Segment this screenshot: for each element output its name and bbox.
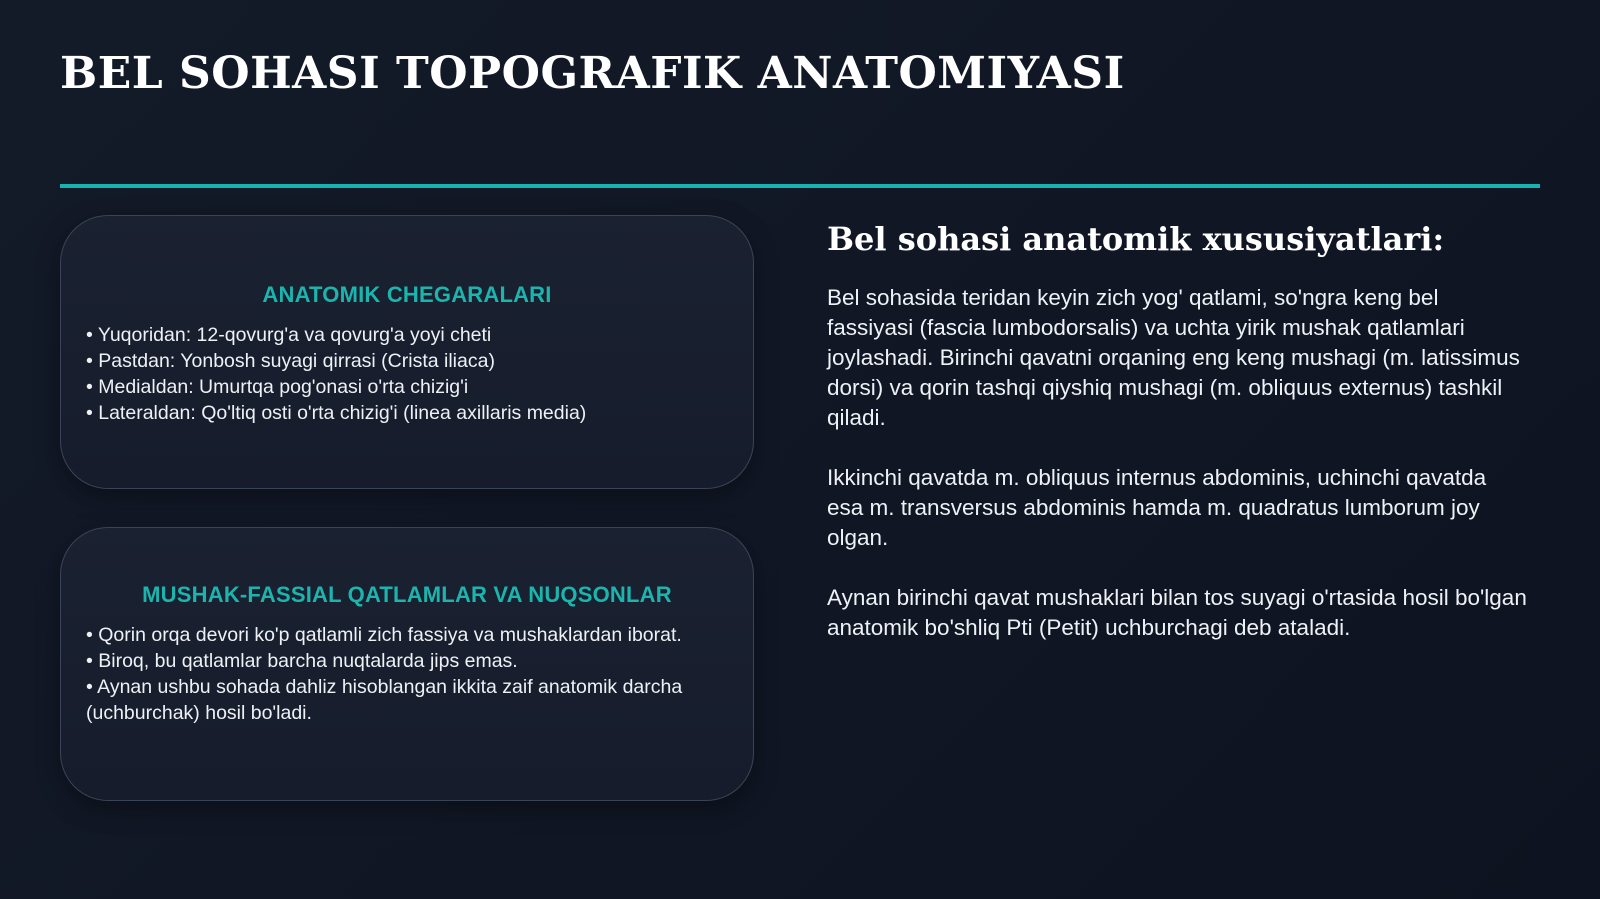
layers-list [86, 622, 728, 726]
paragraph: Aynan birinchi qavat mushaklari bilan tos suyagi o'rtasida hosil bo'lgan anatomik bo'shliq Pti (Petit) uchburchagi deb ataladi. [827, 585, 1527, 640]
section-heading: Bel sohasi anatomik xususiyatlari: [827, 220, 1445, 258]
list-item: • Medialdan: Umurtqa pog'onasi o'rta chizig'i [86, 376, 469, 398]
title-divider [60, 184, 1540, 188]
muscle-fascial-layers-card [60, 527, 754, 801]
paragraph: Ikkinchi qavatda m. obliquus internus abdominis, uchinchi qavatda esa m. transversus abdominis hamda m. quadratus lumborum joy olgan. [827, 465, 1487, 550]
section-body [827, 283, 1527, 673]
list-item: • Qorin orqa devori ko'p qatlamli zich fassiya va mushaklardan iborat. [86, 624, 682, 646]
paragraph: Bel sohasida teridan keyin zich yog' qatlami, so'ngra keng bel fassiyasi (fascia lumbodorsalis) va uchta yirik mushak qatlamlari joylashadi. Birinchi qavatni orqaning eng keng mushagi (m. latissimus dorsi) va qorin tashqi qiyshiq mushagi (m. obliquus externus) tashkil qiladi. [827, 285, 1520, 430]
list-item: • Biroq, bu qatlamlar barcha nuqtalarda jips emas. [86, 650, 518, 672]
list-item: • Yuqoridan: 12-qovurg'a va qovurg'a yoyi cheti [86, 324, 492, 346]
anatomical-boundaries-card [60, 215, 754, 489]
list-item: • Aynan ushbu sohada dahliz hisoblangan ikkita zaif anatomik darcha (uchburchak) hosil bo'ladi. [86, 676, 683, 724]
card-heading: ANATOMIK CHEGARALARI [262, 282, 552, 307]
list-item: • Lateraldan: Qo'ltiq osti o'rta chizig'i (linea axillaris media) [86, 402, 587, 424]
list-item: • Pastdan: Yonbosh suyagi qirrasi (Crista iliaca) [86, 350, 495, 372]
slide-title: BEL SOHASI TOPOGRAFIK ANATOMIYASI [60, 48, 1125, 99]
boundaries-list [86, 322, 728, 426]
card-heading: MUSHAK-FASSIAL QATLAMLAR VA NUQSONLAR [142, 582, 672, 607]
